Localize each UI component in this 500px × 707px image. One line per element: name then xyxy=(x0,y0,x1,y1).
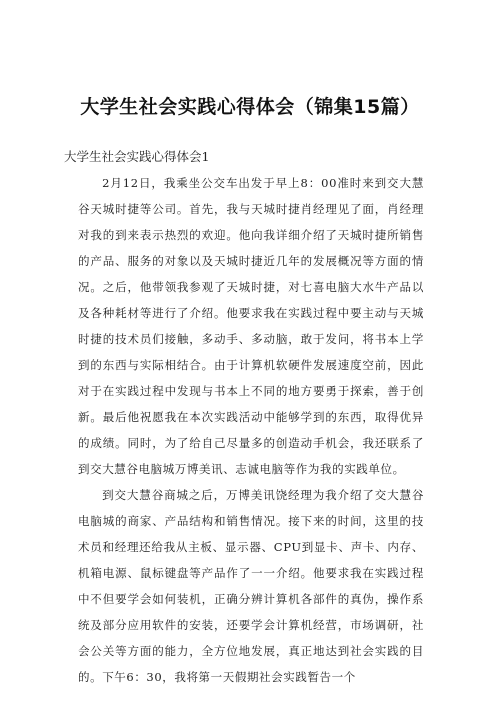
paragraph-1: 2月12日，我乘坐公交车出发于早上8：00准时来到交大慧谷天城时捷等公司。首先，我与天城时捷肖经理见了面，肖经理对我的到来表示热烈的欢迎。他向我详细介绍了天城时捷所销售的产品、服务的对象以及天城时捷近几年的发展概况等方面的情况。之后，他带领我参观了天城时捷，对七喜电脑大水牛产品以及各种耗材等进行了介绍。他要求我在实践过程中要主动与天城时捷的技术员们接触，多动手、多动脑，敢于发问，将书本上学到的东西与实际相结合。由于计算机软硬件发展速度空前，因此对于在实践过程中发现与书本上不同的地方要勇于探索，善于创新。最后他祝愿我在本次实践活动中能够学到的东西，取得优异的成绩。同时，为了给自己尽量多的创造动手机会，我还联系了到交大慧谷电脑城万博美讯、志诚电脑等作为我的实践单位。 xyxy=(78,176,424,476)
section-title: 大学生社会实践心得体会1 xyxy=(64,149,210,164)
document-title: 大学生社会实践心得体会（锦集15篇） xyxy=(80,96,420,118)
paragraph-2: 到交大慧谷商城之后，万博美讯饶经理为我介绍了交大慧谷电脑城的商家、产品结构和销售情况。接下来的时间，这里的技术员和经理还给我从主板、显示器、CPU到显卡、声卡、内存、机箱电源、鼠标键盘等产品作了一一介绍。他要求我在实践过程中不但要学会如何装机，正确分辨计算机各部件的真伪，操作系统及部分应用软件的安装，还要学会计算机经营，市场调研，社会公关等方面的能力，全方位地发展，真正地达到社会实践的目的。下午6：30，我将第一天假期社会实践暂告一个 xyxy=(78,488,424,684)
document-body xyxy=(78,170,424,690)
